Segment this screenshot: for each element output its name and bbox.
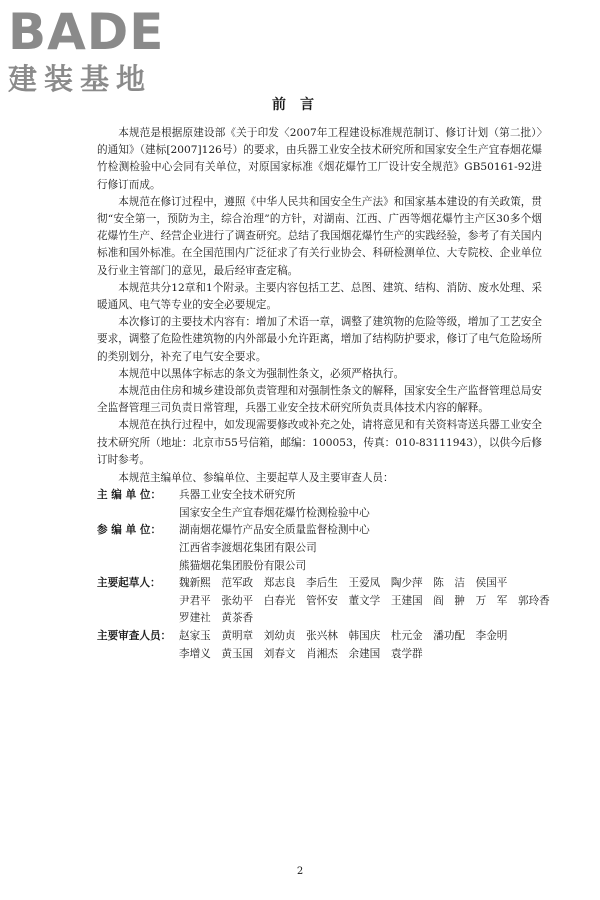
role-label: 参 编 单 位：	[97, 524, 162, 537]
role-value: 兵器工业安全技术研究所	[179, 489, 296, 502]
contributors-list	[97, 487, 550, 663]
paragraph: 本规范中以黑体字标志的条文为强制性条文，必须严格执行。	[118, 367, 405, 380]
role-drafters	[97, 575, 550, 628]
logo-subtitle: 建装基地	[8, 62, 153, 96]
role-value: 赵家玉 黄明章 刘幼贞 张兴林 韩国庆 杜元金 潘功配 李金明	[179, 630, 508, 643]
logo-wordmark: BADE	[8, 3, 165, 61]
role-value: 罗建社 黄茶香	[179, 612, 254, 625]
role-label: 主要审查人员：	[97, 630, 172, 643]
role-value: 熊猫烟花集团股份有限公司	[179, 559, 307, 572]
role-chief-editor	[97, 487, 542, 522]
page-title: 前言	[272, 97, 328, 113]
role-label: 主 编 单 位：	[97, 489, 162, 502]
paragraph: 本规范由住房和城乡建设部负责管理和对强制性条文的解释，国家安全生产监督管理总局安全监督管理三司负责日常管理，兵器工业安全技术研究所负责具体技术内容的解释。	[97, 385, 542, 415]
role-participating	[97, 522, 542, 575]
contributors-lead: 本规范主编单位、参编单位、主要起草人及主要审查人员：	[118, 472, 394, 485]
role-value: 李增义 黄玉国 刘春文 肖湘杰 余建国 袁学群	[179, 647, 423, 660]
role-value: 魏新熙 范军政 郑志良 李后生 王爱凤 陶少萍 陈 洁 侯国平	[179, 577, 508, 590]
paragraph: 本规范共分12章和1个附录。主要内容包括工艺、总图、建筑、结构、消防、废水处理、采暖通风、电气等专业的安全必要规定。	[97, 281, 542, 312]
paragraph: 本次修订的主要技术内容有：增加了术语一章，调整了建筑物的危险等级，增加了工艺安全要求，调整了危险性建筑物的内外部最小允许距离，增加了结构防护要求，修订了电气危险场所的类别划分，补充了电气安全要求。	[97, 316, 542, 363]
role-value: 湖南烟花爆竹产品安全质量监督检测中心	[179, 524, 370, 537]
paragraph: 本规范在修订过程中，遵照《中华人民共和国安全生产法》和国家基本建设的有关政策，贯彻“安全第一，预防为主，综合治理”的方针，对湖南、江西、广西等烟花爆竹主产区30多个烟花爆竹生产、经营企业进行了调查研究。总结了我国烟花爆竹生产的实践经验，参考了有关国内标准和国外标准。在全国范围内广泛征求了有关行业协会、科研检测单位、大专院校、企业单位及行业主管部门的意见，最后经审查定稿。	[97, 195, 542, 277]
role-value: 国家安全生产宜春烟花爆竹检测检验中心	[179, 506, 370, 519]
role-label: 主要起草人：	[97, 577, 161, 590]
role-value: 江西省李渡烟花集团有限公司	[179, 542, 317, 555]
bade-logo	[8, 4, 183, 99]
paragraph: 本规范在执行过程中，如发现需要修改或补充之处，请将意见和有关资料寄送兵器工业安全技术研究所（地址：北京市55号信箱，邮编：100053，传真：010-83111943），以供今后修订时参考。	[97, 419, 542, 466]
foreword-body	[97, 125, 550, 663]
role-value: 尹君平 张幼平 白春光 管怀安 董文学 王建国 阎 翀 万 军 郭玲香	[179, 594, 550, 607]
page-number: 2	[296, 866, 304, 877]
paragraph: 本规范是根据原建设部《关于印发〈2007年工程建设标准规范制订、修订计划（第二批）〉的通知》（建标[2007]126号）的要求，由兵器工业安全技术研究所和国家安全生产宜春烟花爆竹检测检验中心会同有关单位，对原国家标准《烟花爆竹工厂设计安全规范》GB50161-92进行修订而成。	[97, 127, 542, 191]
role-reviewers	[97, 628, 542, 663]
